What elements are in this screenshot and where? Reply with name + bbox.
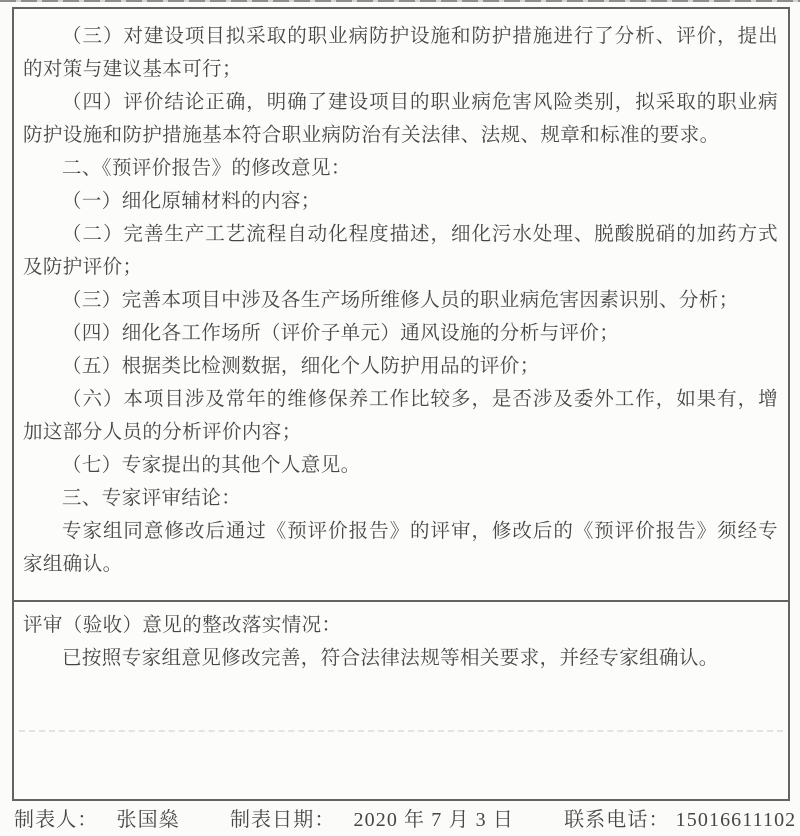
cropped-table-rule xyxy=(0,0,800,2)
review-paragraph-9: （六）本项目涉及常年的维修保养工作比较多，是否涉及委外工作，如果有，增加这部分人员的分析评价内容； xyxy=(23,389,778,443)
review-paragraph-10: （七）专家提出的其他个人意见。 xyxy=(62,455,361,476)
review-paragraph-1: （三）对建设项目拟采取的职业病防护设施和防护措施进行了分析、评价，提出的对策与建议基本可行； xyxy=(23,26,778,80)
footer-row xyxy=(14,805,800,835)
date-value: 2020 年 7 月 3 日 xyxy=(353,809,514,831)
review-paragraph-12: 专家组同意修改后通过《预评价报告》的评审，修改后的《预评价报告》须经专家组确认。 xyxy=(23,521,778,575)
phone-label: 联系电话： xyxy=(564,809,670,831)
phone-value: 15016611102 xyxy=(675,809,797,831)
review-paragraph-7: （四）细化各工作场所（评价子单元）通风设施的分析与评价； xyxy=(62,323,620,344)
review-paragraph-3: 二、《预评价报告》的修改意见： xyxy=(62,158,351,179)
review-opinion-cell xyxy=(14,9,788,600)
date-label: 制表日期： xyxy=(229,809,336,831)
review-form-table xyxy=(12,7,790,801)
preparer-label: 制表人： xyxy=(14,809,99,831)
review-paragraph-8: （五）根据类比检测数据，细化个人防护用品的评价； xyxy=(62,356,540,377)
review-paragraph-5: （二）完善生产工艺流程自动化程度描述，细化污水处理、脱酸脱硝的加药方式及防护评价； xyxy=(23,224,778,278)
preparer-name: 张国燊 xyxy=(116,809,180,831)
review-paragraph-4: （一）细化原辅材料的内容； xyxy=(62,191,321,212)
rectification-content: 已按照专家组意见修改完善，符合法律法规等相关要求，并经专家组确认。 xyxy=(62,648,719,669)
rectification-cell xyxy=(14,600,788,799)
review-paragraph-2: （四）评价结论正确，明确了建设项目的职业病危害风险类别，拟采取的职业病防护设施和防护措施基本符合职业病防治有关法律、法规、规章和标准的要求。 xyxy=(23,92,778,146)
faint-scan-line xyxy=(19,730,783,732)
rectification-heading: 评审（验收）意见的整改落实情况： xyxy=(23,615,342,636)
review-paragraph-6: （三）完善本项目中涉及各生产场所维修人员的职业病危害因素识别、分析； xyxy=(62,290,739,311)
review-paragraph-11: 三、专家评审结论： xyxy=(62,488,242,509)
